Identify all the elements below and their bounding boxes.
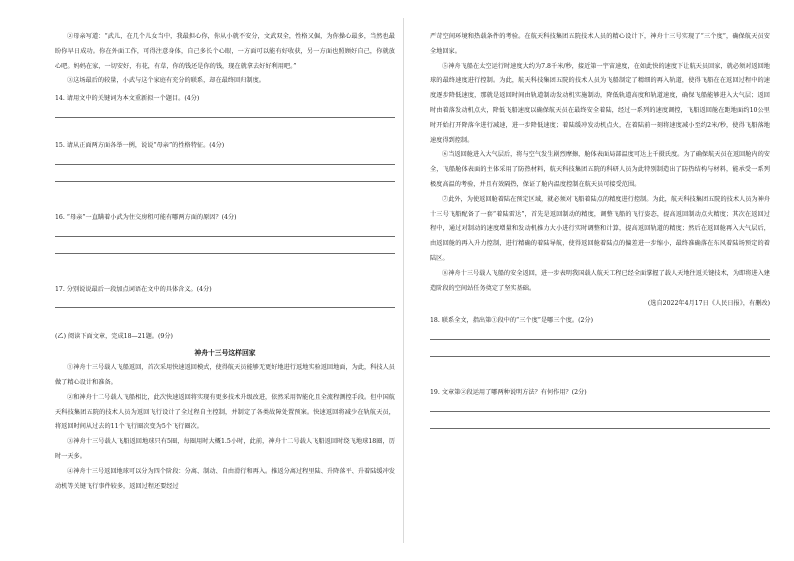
question-18: 18. 联系全文，指出第①段中的“三个度”是哪三个度。(2分) <box>430 317 594 325</box>
left-column <box>55 30 395 494</box>
question-19: 19. 文章第②段运用了哪两种说明方法？有何作用？(2分) <box>430 389 587 397</box>
article-title: 神舟十三号这样回家 <box>194 349 256 358</box>
answer-area-19[interactable] <box>430 411 770 455</box>
article-paragraph-1: ①神舟十三号载人飞船返回，首次采用快速返回模式，使得航天员能够无更好地进行返地实验返回地面，为此，科技人员做了精心设计和准备。 <box>55 364 395 386</box>
answer-area-18[interactable] <box>430 339 770 383</box>
article-paragraph-3: ③神舟十三号载人飞船返回地球只有5圈，每圈用时大概1.5小时，此前，神舟十二号载人飞船返回时绕飞地球18圈，历时一天多。 <box>55 438 395 460</box>
answer-area-14[interactable] <box>55 117 395 136</box>
article-paragraph-4-cont: 严苛空间环境和热载条件的考验。在航天科技集团五院技术人员的精心设计下，神舟十三号实现了“三个度”，确保航天员安全地回家。 <box>430 33 770 55</box>
question-14: 14. 请用文中的关键词为本文重新拟一个题目。(4分) <box>55 95 200 103</box>
article-paragraph-2: ②和神舟十二号载人飞船相比，此次快速返回将实现有更多技术升级改进，依然采用智能化且全流程测控手段。但中国航天科技集团五院的技术人员为返回飞行设计了全过程自主控制，并制定了各类故障处置预案。快速返回将减少在轨航天员，将返回时间从过去的11个飞行圈次变为5个飞行圈次。 <box>55 393 395 431</box>
answer-area-15[interactable] <box>55 164 395 208</box>
article-source: (选自2022年4月17日《人民日报》，有删改) <box>647 300 770 308</box>
article-paragraph-8: ⑧神舟十三号载人飞船的安全返回，进一步表明我国载人航天工程已经全面掌握了载人天地往返关键技术，为即将进入建造阶段的空间站任务奠定了坚实基础。 <box>430 269 770 292</box>
answer-area-17[interactable] <box>55 307 395 326</box>
answer-line <box>430 428 770 429</box>
answer-line <box>55 253 395 254</box>
article-paragraph-7: ⑦此外，为使返回舱着陆在预定区域，就必须对飞船着陆点的精度进行控制。为此，航天科技集团五院的技术人员为神舟十三号飞船配备了一套“着陆雷达”，首先是返回制动的精度，调整飞船的飞行姿态，提高返回制动点火精度；其次在返回过程中，通过对制动的速度增量和发动机推力大小进行实时调整和计算，提高返回轨道的精度；然后在返回舱再入大气层后，由返回舱的再入升力控制，进行精确的着陆导航，使得返回舱着陆点的偏差进一步缩小，最终准确落在东风着陆场预定的着陆区。 <box>430 195 770 262</box>
article-paragraph-5: ⑤神舟飞船在太空运行时速度大约为7.8千米/秒，接近第一宇宙速度，在如此快的速度下让航天员回家，就必须对返回地球的最终速度进行控制。为此，航天科技集团五院的技术人员为飞船制定了精细的再入轨道，使得飞船在在返回过程中的速度逐步降低速度，那就是返回时间由轨道制动发动机实施制动，降低轨道高度和轨道速度，确保飞船能够进入大气层；返回时由着落发动机点火，降低飞船速度以确保航天员在最终安全着陆，经过一系列的速度调控，飞船返回舱在距地面约10公里时开始打开降落伞进行减速，进一步降低速度；着陆缓冲发动机点火，在着陆前一刻将速度减小至约2米/秒，使得飞船落地速度得到控制。 <box>430 62 770 144</box>
answer-line <box>55 236 395 237</box>
answer-line <box>55 181 395 182</box>
question-15: 15. 请从正面两方面各举一例，说说“母亲”的性格特征。(4分) <box>55 141 225 149</box>
answer-area-16[interactable] <box>55 236 395 280</box>
page-fold-divider <box>403 18 404 543</box>
story-paragraph-2: ②母亲写道：“武儿，在几个儿女当中，我最担心你，你从小就不安分，文武双全，性格又倔，为你操心最多，当然也最盼你早日成功。你在外面工作，可得注意身体，自己多长个心眼，一方面可以能有好收获，另一方面也照顾好自己，你就放心吧。妈妈在家，一切安好，有花，有草，你的钱还是你的钱，现在就拿去好好利用吧。” <box>55 33 395 70</box>
answer-line <box>55 307 395 308</box>
article-paragraph-4: ④神舟十三号返回地球可以分为四个阶段：分离、制动、自由滑行和再入。推返分离过程里陆、升降落平、升着陆缓冲发动机等关键飞行事件较多，返回过程还要经过 <box>55 467 395 490</box>
answer-line <box>430 356 770 357</box>
answer-line <box>430 339 770 340</box>
article-paragraph-6: ⑥当返回舱进入大气层后，将与空气发生剧烈摩擦，舱体表面局部温度可达上千摄氏度。为了确保航天员在返回舱内的安全，飞船舱体表面的主体采用了防热材料，航天科技集团五院的科研人员为此特别制造出了防热结构与材料，能承受一系列极度高温的考验，并且有效隔热，保证了舱内温度控制在航天员可接受范围。 <box>430 151 770 188</box>
right-column <box>430 30 770 455</box>
answer-line <box>55 117 395 118</box>
answer-line <box>430 411 770 412</box>
answer-line <box>55 164 395 165</box>
section-b-header: (乙) 阅读下面文章，完成18—21题。(9分) <box>55 333 173 341</box>
story-paragraph-3: ③这场最后的较量，小武与这个家庭有充分的联系，却在最终回归制度。 <box>67 77 265 85</box>
question-16: 16. “母亲”一直瞒着小武为住交房租可能有哪两方面的原因？(4分) <box>55 213 237 221</box>
question-17: 17. 分别说说最后一段加点词语在文中的具体含义。(4分) <box>55 285 212 293</box>
